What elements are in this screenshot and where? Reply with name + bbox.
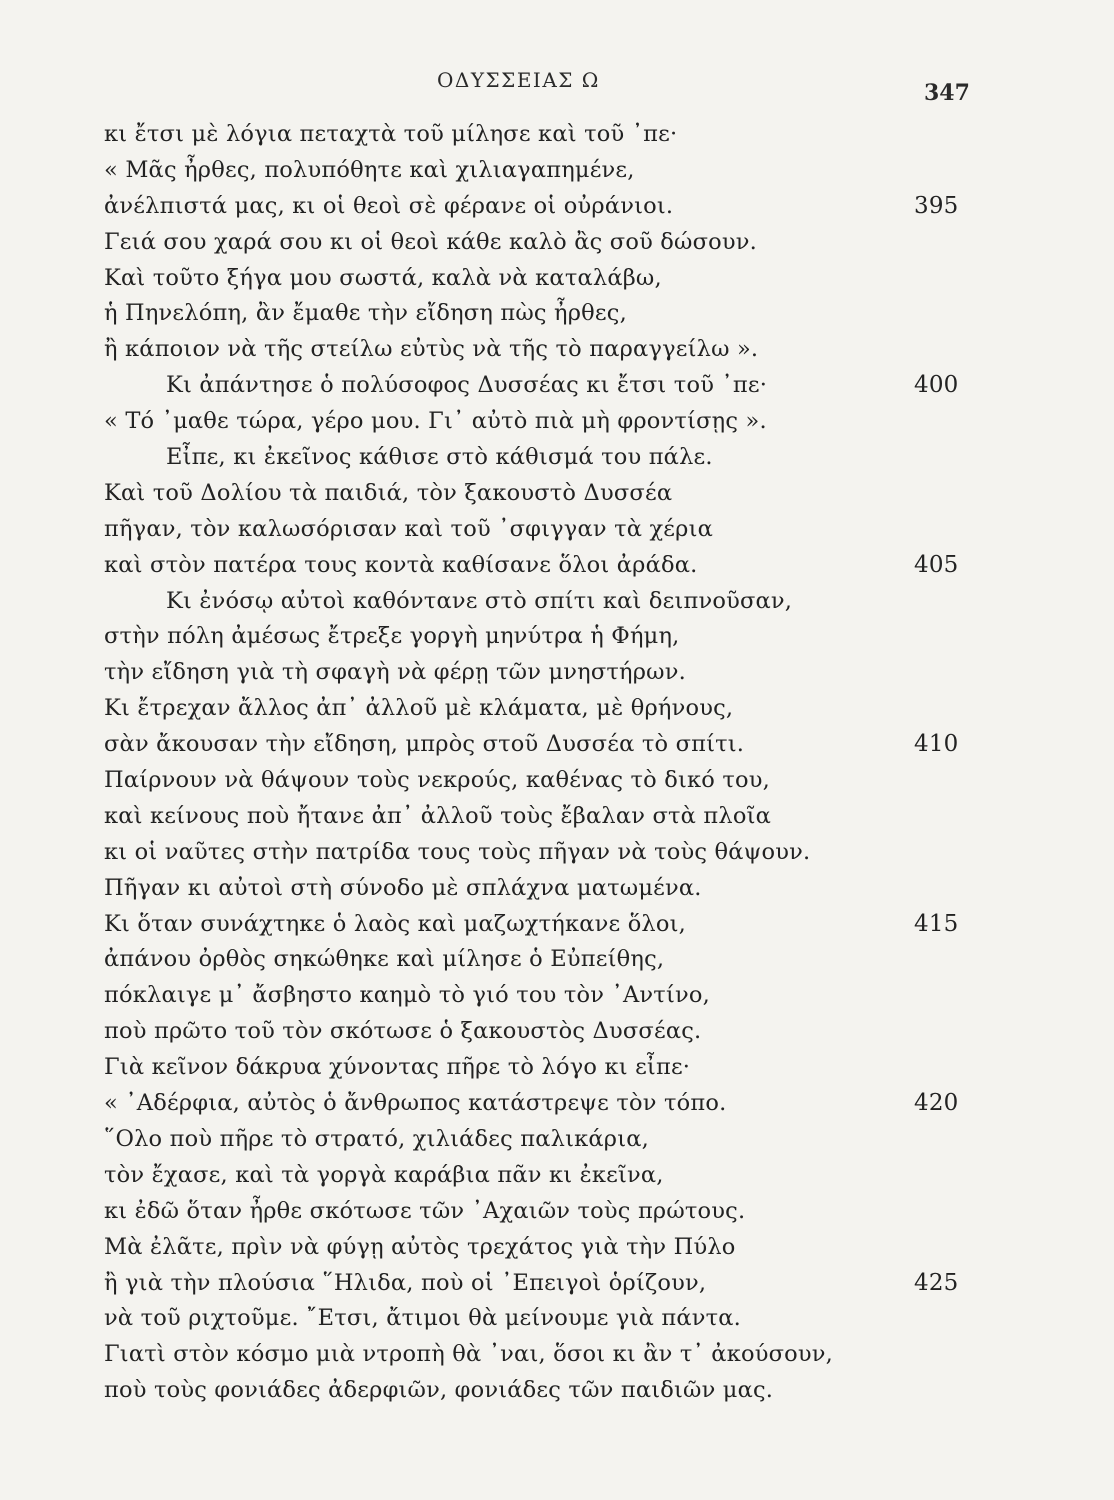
verse-text: σὰν ἄκουσαν τὴν εἴδηση, μπρὸς στοῦ Δυσσέα τὸ σπίτι.	[104, 731, 745, 758]
verse-line	[104, 296, 974, 332]
verse-text: καὶ κείνους ποὺ ἤτανε ἀπ᾿ ἀλλοῦ τοὺς ἔβαλαν στὰ πλοῖα	[104, 802, 772, 829]
verse-text: Κι ἔτρεχαν ἄλλος ἀπ᾿ ἀλλοῦ μὲ κλάματα, μὲ θρήνους,	[104, 695, 734, 722]
verse-text: Γιατὶ στὸν κόσμο μιὰ ντροπὴ θὰ ᾿ναι, ὅσοι κι ἂν τ᾿ ἀκούσουν,	[104, 1341, 834, 1368]
verse-line	[104, 440, 974, 476]
verse-line	[104, 871, 974, 907]
verse-line	[104, 332, 974, 368]
verse-text: ἢ κάποιον νὰ τῆς στείλω εὐτὺς νὰ τῆς τὸ παραγγείλω ».	[104, 336, 759, 363]
verse-line	[104, 404, 974, 440]
verse-text: Γειά σου χαρά σου κι οἱ θεοὶ κάθε καλὸ ἂς σοῦ δώσουν.	[104, 228, 758, 255]
line-number: 395	[914, 192, 959, 219]
page-number: 347	[924, 80, 970, 106]
verse-line	[104, 835, 974, 871]
verse-line	[104, 978, 974, 1014]
verse-line	[104, 763, 974, 799]
verse-line	[104, 548, 974, 584]
verse-text: πῆγαν, τὸν καλωσόρισαν καὶ τοῦ ᾿σφιγγαν τὰ χέρια	[104, 515, 714, 542]
verse-text: ποὺ τοὺς φονιάδες ἀδερφιῶν, φονιάδες τῶν παιδιῶν μας.	[104, 1377, 774, 1404]
verse-text: Κι ὅταν συνάχτηκε ὁ λαὸς καὶ μαζωχτήκανε ὅλοι,	[104, 910, 687, 937]
line-number: 405	[914, 551, 959, 578]
verse-line	[104, 727, 974, 763]
verse-line	[104, 1014, 974, 1050]
verse-line	[104, 799, 974, 835]
verse-text: Καὶ τοῦτο ξήγα μου σωστά, καλὰ νὰ καταλάβω,	[104, 264, 662, 291]
verse-line	[104, 117, 974, 153]
verse-line	[104, 1194, 974, 1230]
verse-text: Παίρνουν νὰ θάψουν τοὺς νεκρούς, καθένας τὸ δικό του,	[104, 767, 771, 794]
line-number: 400	[914, 372, 959, 399]
verse-line	[104, 368, 974, 404]
verse-text: Πῆγαν κι αὐτοὶ στὴ σύνοδο μὲ σπλάχνα ματωμένα.	[104, 874, 702, 901]
verse-line	[104, 619, 974, 655]
verse-line	[104, 512, 974, 548]
verse-text: κι οἱ ναῦτες στὴν πατρίδα τους τοὺς πῆγαν νὰ τοὺς θάψουν.	[104, 838, 811, 865]
verse-line	[104, 1086, 974, 1122]
verse-text: κι ἔτσι μὲ λόγια πεταχτὰ τοῦ μίλησε καὶ τοῦ ᾿πε·	[104, 121, 678, 147]
verse-line	[104, 1158, 974, 1194]
verse-text: πόκλαιγε μ᾿ ἄσβηστο καημὸ τὸ γιό του τὸν ᾿Αντίνο,	[104, 982, 710, 1009]
verse-text: Κι ἀπάντησε ὁ πολύσοφος Δυσσέας κι ἔτσι τοῦ ᾿πε·	[166, 372, 768, 399]
verse-text: Εἶπε, κι ἐκεῖνος κάθισε στὸ κάθισμά του πάλε.	[166, 444, 713, 471]
verse-line	[104, 691, 974, 727]
verse-line	[104, 1230, 974, 1266]
running-head: ΟΔΥΣΣΕΙΑΣ Ω	[437, 68, 600, 92]
verse-text: « Μᾶς ἦρθες, πολυπόθητε καὶ χιλιαγαπημένε,	[104, 156, 635, 183]
verse-line	[104, 1337, 974, 1373]
verse-text: καὶ στὸν πατέρα τους κοντὰ καθίσανε ὅλοι ἀράδα.	[104, 551, 698, 578]
verse-text: στὴν πόλη ἀμέσως ἔτρεξε γοργὴ μηνύτρα ἡ Φήμη,	[104, 623, 680, 650]
line-number: 415	[914, 910, 959, 937]
verse-line	[104, 1266, 974, 1302]
verse-text: Καὶ τοῦ Δολίου τὰ παιδιά, τὸν ξακουστὸ Δυσσέα	[104, 479, 673, 506]
verse-line	[104, 1301, 974, 1337]
verse-text: ἡ Πηνελόπη, ἂν ἔμαθε τὴν εἴδηση πὼς ἦρθες,	[104, 300, 627, 327]
verse-line	[104, 1050, 974, 1086]
verse-text: « ᾿Αδέρφια, αὐτὸς ὁ ἄνθρωπος κατάστρεψε τὸν τόπο.	[104, 1090, 727, 1117]
line-number: 410	[914, 731, 959, 758]
verse-line	[104, 476, 974, 512]
verse-line	[104, 153, 974, 189]
verse-text: νὰ τοῦ ριχτοῦμε. ῎Ετσι, ἄτιμοι θὰ μείνουμε γιὰ πάντα.	[104, 1305, 741, 1332]
line-number: 420	[914, 1090, 959, 1117]
verse-text: ἀνέλπιστά μας, κι οἱ θεοὶ σὲ φέρανε οἱ οὐράνιοι.	[104, 192, 674, 219]
verse-text: τὴν εἴδηση γιὰ τὴ σφαγὴ νὰ φέρῃ τῶν μνηστήρων.	[104, 659, 686, 686]
verse-line	[104, 655, 974, 691]
verse-text: ἀπάνου ὀρθὸς σηκώθηκε καὶ μίλησε ὁ Εὐπείθης,	[104, 946, 665, 973]
verse-text: ποὺ πρῶτο τοῦ τὸν σκότωσε ὁ ξακουστὸς Δυσσέας.	[104, 1018, 702, 1045]
verse-text: ἢ γιὰ τὴν πλούσια ῞Ηλιδα, ποὺ οἱ ᾿Επειγοὶ ὁρίζουν,	[104, 1269, 707, 1296]
verse-text: Κι ἐνόσῳ αὐτοὶ καθόντανε στὸ σπίτι καὶ δειπνοῦσαν,	[166, 587, 793, 614]
line-number: 425	[914, 1269, 959, 1296]
verse-line	[104, 1373, 974, 1409]
verse-line	[104, 225, 974, 261]
verse-text: τὸν ἔχασε, καὶ τὰ γοργὰ καράβια πᾶν κι ἐκεῖνα,	[104, 1161, 664, 1188]
verse-line	[104, 189, 974, 225]
verse-block	[104, 117, 974, 1409]
verse-line	[104, 584, 974, 620]
verse-text: Μὰ ἐλᾶτε, πρὶν νὰ φύγῃ αὐτὸς τρεχάτος γιὰ τὴν Πύλο	[104, 1233, 736, 1260]
verse-line	[104, 907, 974, 943]
verse-line	[104, 942, 974, 978]
verse-line	[104, 1122, 974, 1158]
verse-text: ῞Ολο ποὺ πῆρε τὸ στρατό, χιλιάδες παλικάρια,	[104, 1125, 649, 1152]
verse-text: κι ἐδῶ ὅταν ἦρθε σκότωσε τῶν ᾿Αχαιῶν τοὺς πρώτους.	[104, 1197, 746, 1224]
verse-line	[104, 261, 974, 297]
verse-text: « Τό ᾿μαθε τώρα, γέρο μου. Γι᾿ αὐτὸ πιὰ μὴ φροντίσῃς ».	[104, 408, 767, 435]
verse-text: Γιὰ κεῖνον δάκρυα χύνοντας πῆρε τὸ λόγο κι εἶπε·	[104, 1054, 691, 1081]
